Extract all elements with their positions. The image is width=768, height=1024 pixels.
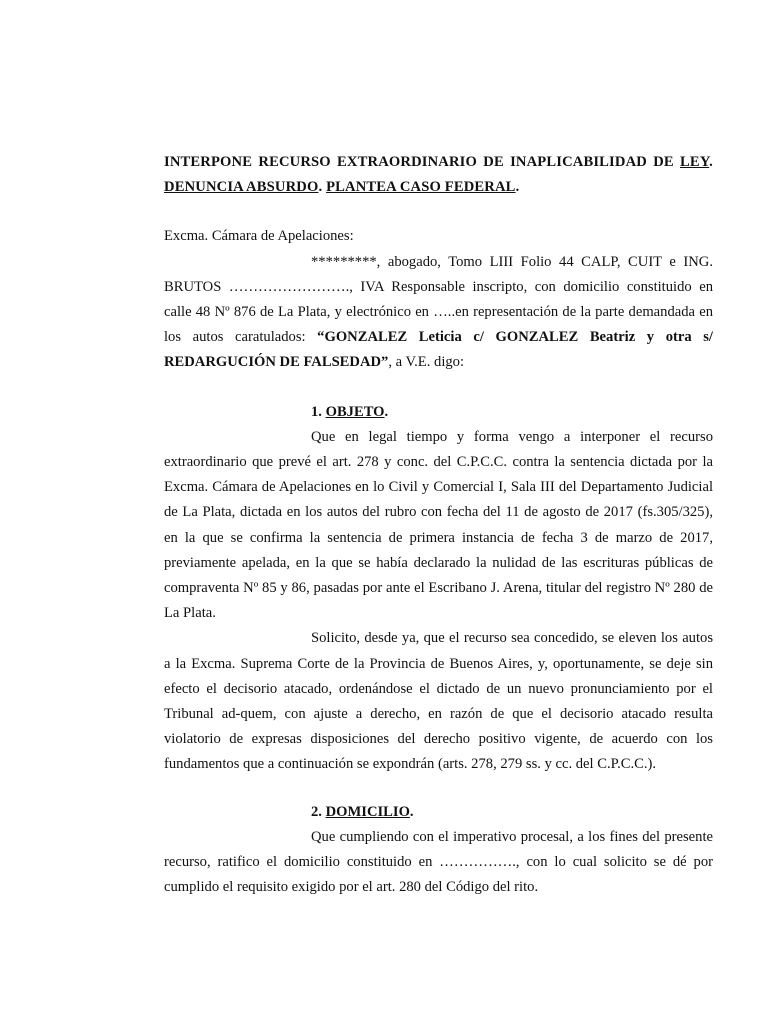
- section2-paragraph-1: Que cumpliendo con el imperativo procesal, a los fines del presente recurso, ratifico el domicilio constituido en ……………., con lo cual solicito se dé por cumplido el requisito exigido por el art. 280 del Código del rito.: [164, 828, 713, 896]
- section1-paragraph-2: Solicito, desde ya, que el recurso sea concedido, se eleven los autos a la Excma. Suprema Corte de la Provincia de Buenos Aires, y, oportunamente, se deje sin efecto el decisorio atacado, ordenándose el dictado de un nuevo pronunciamiento por el Tribunal ad-quem, con ajuste a derecho, en razón de que el decisorio atacado resulta violatorio de expresas disposiciones del derecho positivo vigente, de acuerdo con los fundamentos que a continuación se expondrán (arts. 278, 279 ss. y cc. del C.P.C.C.).: [164, 630, 713, 773]
- section1-dot: .: [384, 403, 389, 420]
- section1-heading: [164, 400, 713, 425]
- title-denuncia: DENUNCIA ABSURDO: [164, 179, 319, 196]
- title-line1: INTERPONE RECURSO EXTRAORDINARIO DE INAPLICABILIDAD DE: [164, 154, 674, 170]
- title-plantea: PLANTEA CASO FEDERAL: [326, 179, 516, 196]
- section2-dot: .: [409, 803, 414, 820]
- section2-label: DOMICILIO: [325, 803, 410, 820]
- section1-number: 1.: [311, 403, 326, 420]
- section2-heading: [164, 800, 713, 825]
- section2-number: 2.: [311, 803, 326, 820]
- section1-paragraph-1: Que en legal tiempo y forma vengo a interponer el recurso extraordinario que prevé el art. 278 y conc. del C.P.C.C. contra la sentencia dictada por la Excma. Cámara de Apelaciones en lo Civil y Comercial I, Sala III del Departamento Judicial de La Plata, dictada en los autos del rubro con fecha del 11 de agosto de 2017 (fs.305/325), en la que se confirma la sentencia de primera instancia de fecha 3 de marzo de 2017, previamente apelada, en la que se había declarado la nulidad de las escrituras públicas de compraventa Nº 85 y 86, pasadas por ante el Escribano J. Arena, titular del registro Nº 280 de La Plata.: [164, 428, 713, 622]
- address-line: Excma. Cámara de Apelaciones:: [164, 228, 354, 245]
- intro-closing: , a V.E. digo:: [388, 354, 465, 371]
- intro-text: *********, abogado, Tomo LIII Folio 44 CALP, CUIT e ING. BRUTOS ……………………., IVA Responsable inscripto, con domicilio constituido en calle 48 Nº 876 de La Plata, y electrónico en …..en representación de la parte demandada en los autos caratulados:: [164, 253, 713, 346]
- case-caption: “GONZALEZ Leticia c/ GONZALEZ Beatriz y otra s/ REDARGUCIÓN DE FALSEDAD”: [164, 329, 713, 371]
- section1-label: OBJETO: [325, 403, 385, 420]
- document-title: INTERPONE RECURSO EXTRAORDINARIO DE INAPLICABILIDAD DE LEY. DENUNCIA ABSURDO. PLANTEA CASO FEDERAL.: [164, 154, 713, 196]
- title-ley: LEY: [680, 154, 710, 170]
- intro-paragraph: [164, 250, 713, 376]
- document-page: [164, 150, 713, 900]
